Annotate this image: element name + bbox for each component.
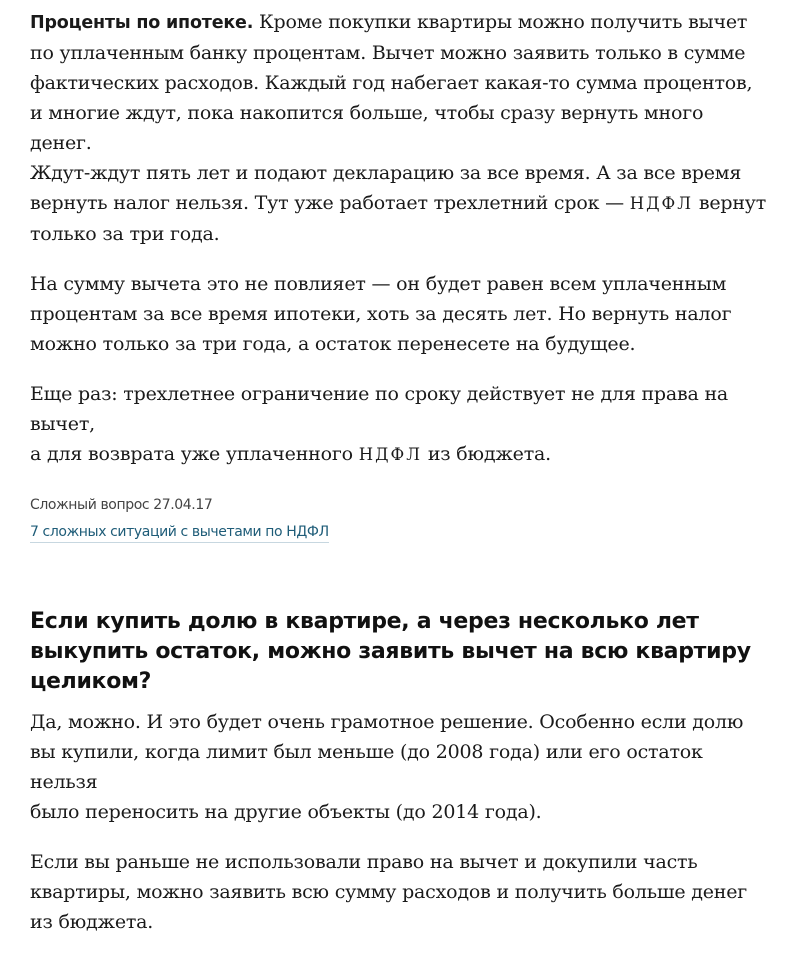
- heading-line: целиком?: [30, 669, 152, 694]
- abbr-ndfl: НДФЛ: [358, 445, 422, 464]
- text-line: фактических расходов. Каждый год набегает какая-то сумма процентов,: [30, 72, 753, 94]
- text-line: вы купили, когда лимит был меньше (до 2008 года) или его остаток нельзя: [30, 741, 703, 793]
- section-heading: [30, 607, 770, 697]
- paragraph-deduction-amount: [30, 269, 770, 359]
- text-line: а для возврата уже уплаченного: [30, 443, 359, 465]
- text-line: было переносить на другие объекты (до 2014 года).: [30, 801, 542, 823]
- text-line: из бюджета.: [30, 911, 154, 933]
- paragraph-three-year-limit: [30, 379, 770, 470]
- abbr-ndfl: НДФЛ: [629, 194, 693, 213]
- text-line: Еще раз: трехлетнее ограничение по сроку действует не для права на вычет,: [30, 383, 729, 435]
- text-line: Кроме покупки квартиры можно получить вычет: [253, 11, 748, 33]
- heading-line: Если купить долю в квартире, а через несколько лет: [30, 609, 699, 634]
- source-link[interactable]: 7 сложных ситуаций с вычетами по НДФЛ: [30, 523, 329, 543]
- text-line: из бюджета.: [422, 443, 551, 465]
- text-line: Ждут-ждут пять лет и подают декларацию за все время. А за все время: [30, 162, 742, 184]
- text-line: На сумму вычета это не повлияет — он будет равен всем уплаченным: [30, 273, 727, 295]
- text-line: можно только за три года, а остаток перенесете на будущее.: [30, 333, 636, 355]
- text-line: вернут: [693, 192, 767, 214]
- text-line: по уплаченным банку процентам. Вычет можно заявить только в сумме: [30, 42, 746, 64]
- text-line: вернуть налог нельзя. Тут уже работает трехлетний срок —: [30, 192, 630, 214]
- paragraph-full-amount: [30, 847, 770, 937]
- text-line: квартиры, можно заявить всю сумму расходов и получить больше денег: [30, 881, 748, 903]
- text-line: Да, можно. И это будет очень грамотное решение. Особенно если долю: [30, 711, 744, 733]
- heading-line: выкупить остаток, можно заявить вычет на всю квартиру: [30, 639, 751, 664]
- paragraph-answer: [30, 707, 770, 827]
- text-line: только за три года.: [30, 223, 220, 245]
- text-line: и многие ждут, пока накопится больше, чтобы сразу вернуть много денег.: [30, 102, 704, 154]
- paragraph-lead: Проценты по ипотеке.: [30, 13, 254, 33]
- paragraph-mortgage-interest: [30, 7, 770, 249]
- source-label: Сложный вопрос 27.04.17: [30, 497, 213, 513]
- text-line: процентам за все время ипотеки, хоть за десять лет. Но вернуть налог: [30, 303, 732, 325]
- article-body: [30, 7, 770, 957]
- text-line: Если вы раньше не использовали право на вычет и докупили часть: [30, 851, 698, 873]
